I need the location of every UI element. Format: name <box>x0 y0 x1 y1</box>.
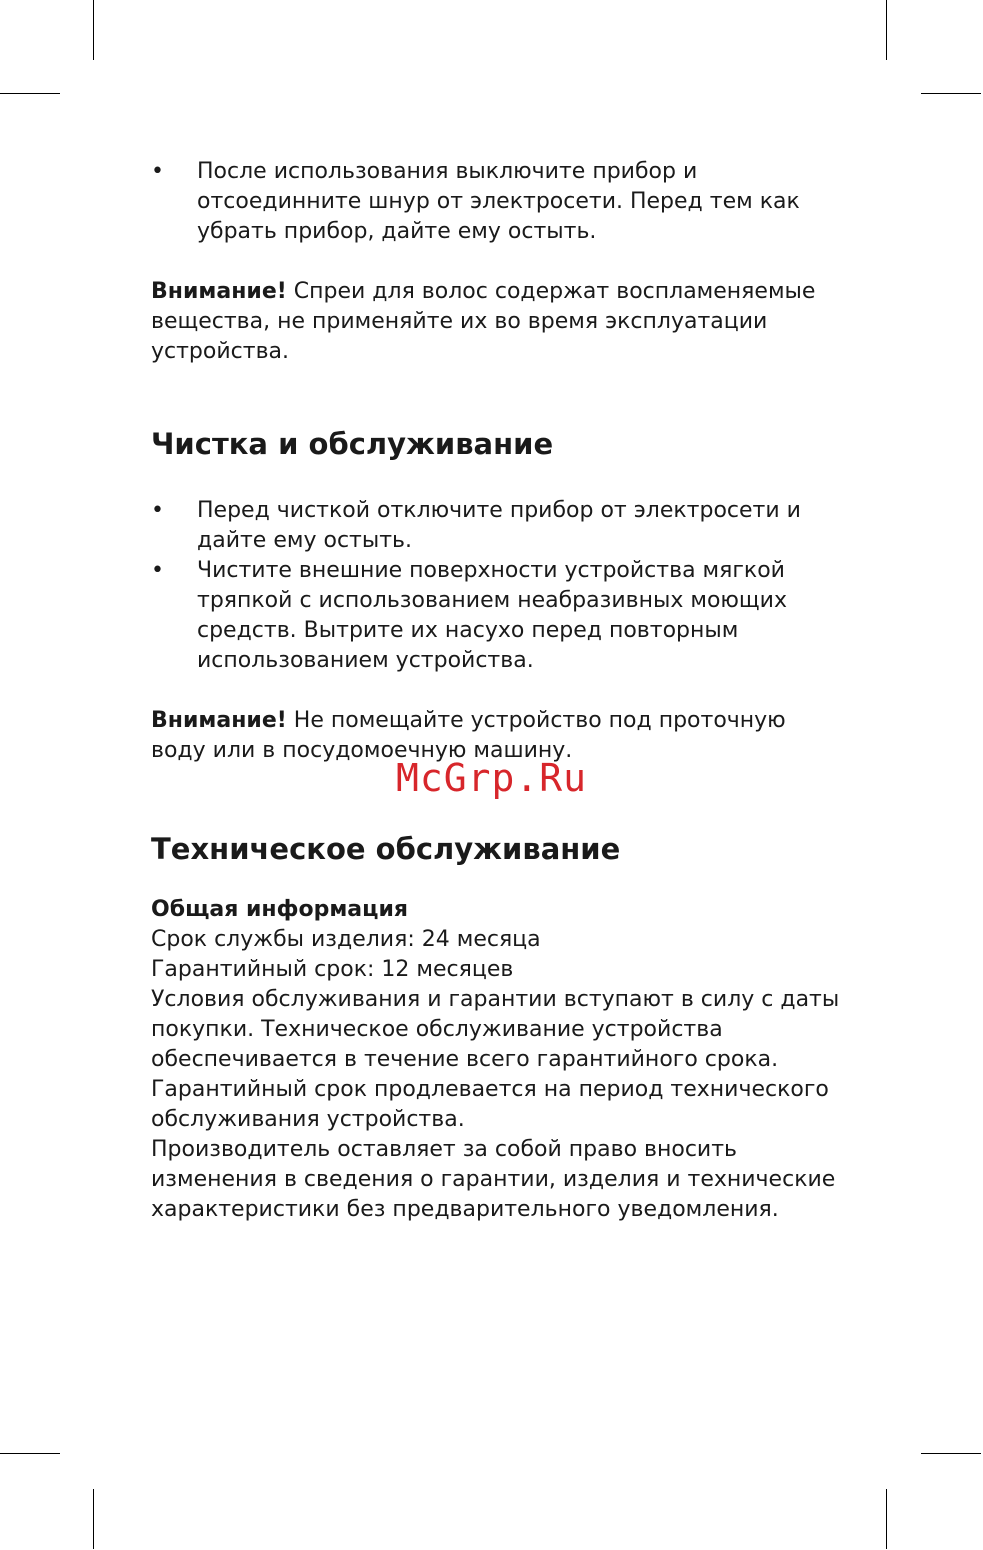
manufacturer-rights-paragraph: Производитель оставляет за собой право вносить изменения в сведения о гарантии, изделия и технические характеристики без предварительного уведомления. <box>151 1137 836 1222</box>
intro-bullet-list <box>151 157 841 247</box>
list-item <box>151 496 841 556</box>
intro-warning <box>151 277 841 367</box>
general-info-subheading: Общая информация <box>151 897 408 922</box>
crop-mark-bottom-left-vertical <box>93 1489 94 1549</box>
warning-text: Не помещайте устройство под проточную воду или в посудомоечную машину. <box>151 708 786 763</box>
warning-text: Спреи для волос содержат воспламеняемые вещества, не применяйте их во время эксплуатации устройства. <box>151 279 816 364</box>
warranty-period-line: Гарантийный срок: 12 месяцев <box>151 957 514 982</box>
list-item-text: После использования выключите прибор и отсоединните шнур от электросети. Перед тем как убрать прибор, дайте ему остыть. <box>197 159 800 244</box>
crop-mark-bottom-left-horizontal <box>0 1453 60 1454</box>
list-item-text: Чистите внешние поверхности устройства мягкой тряпкой с использованием неабразивных моющих средств. Вытрите их насухо перед повторным использованием устройства. <box>197 558 787 673</box>
list-item <box>151 556 841 676</box>
crop-mark-top-right-horizontal <box>921 93 981 94</box>
crop-mark-top-left-vertical <box>93 0 94 60</box>
crop-mark-top-right-vertical <box>886 0 887 60</box>
bullet-icon: • <box>151 558 164 583</box>
crop-mark-bottom-right-horizontal <box>921 1453 981 1454</box>
bullet-icon: • <box>151 498 164 523</box>
watermark-logo: McGrp.Ru <box>395 756 588 800</box>
service-conditions-paragraph: Условия обслуживания и гарантии вступают в силу с даты покупки. Техническое обслуживание устройства обеспечивается в течение всего гарантийного срока. Гарантийный срок продлевается на период технического обслуживания устройства. <box>151 987 840 1132</box>
crop-mark-bottom-right-vertical <box>886 1489 887 1549</box>
page-content <box>151 157 841 1225</box>
warning-label: Внимание! <box>151 279 287 304</box>
service-life-line: Срок службы изделия: 24 месяца <box>151 927 541 952</box>
bullet-icon: • <box>151 159 164 184</box>
warning-label: Внимание! <box>151 708 287 733</box>
list-item <box>151 157 841 247</box>
maintenance-heading: Техническое обслуживание <box>151 832 621 866</box>
list-item-text: Перед чисткой отключите прибор от электросети и дайте ему остыть. <box>197 498 801 553</box>
crop-mark-top-left-horizontal <box>0 93 60 94</box>
cleaning-heading: Чистка и обслуживание <box>151 427 554 461</box>
cleaning-bullet-list <box>151 496 841 676</box>
